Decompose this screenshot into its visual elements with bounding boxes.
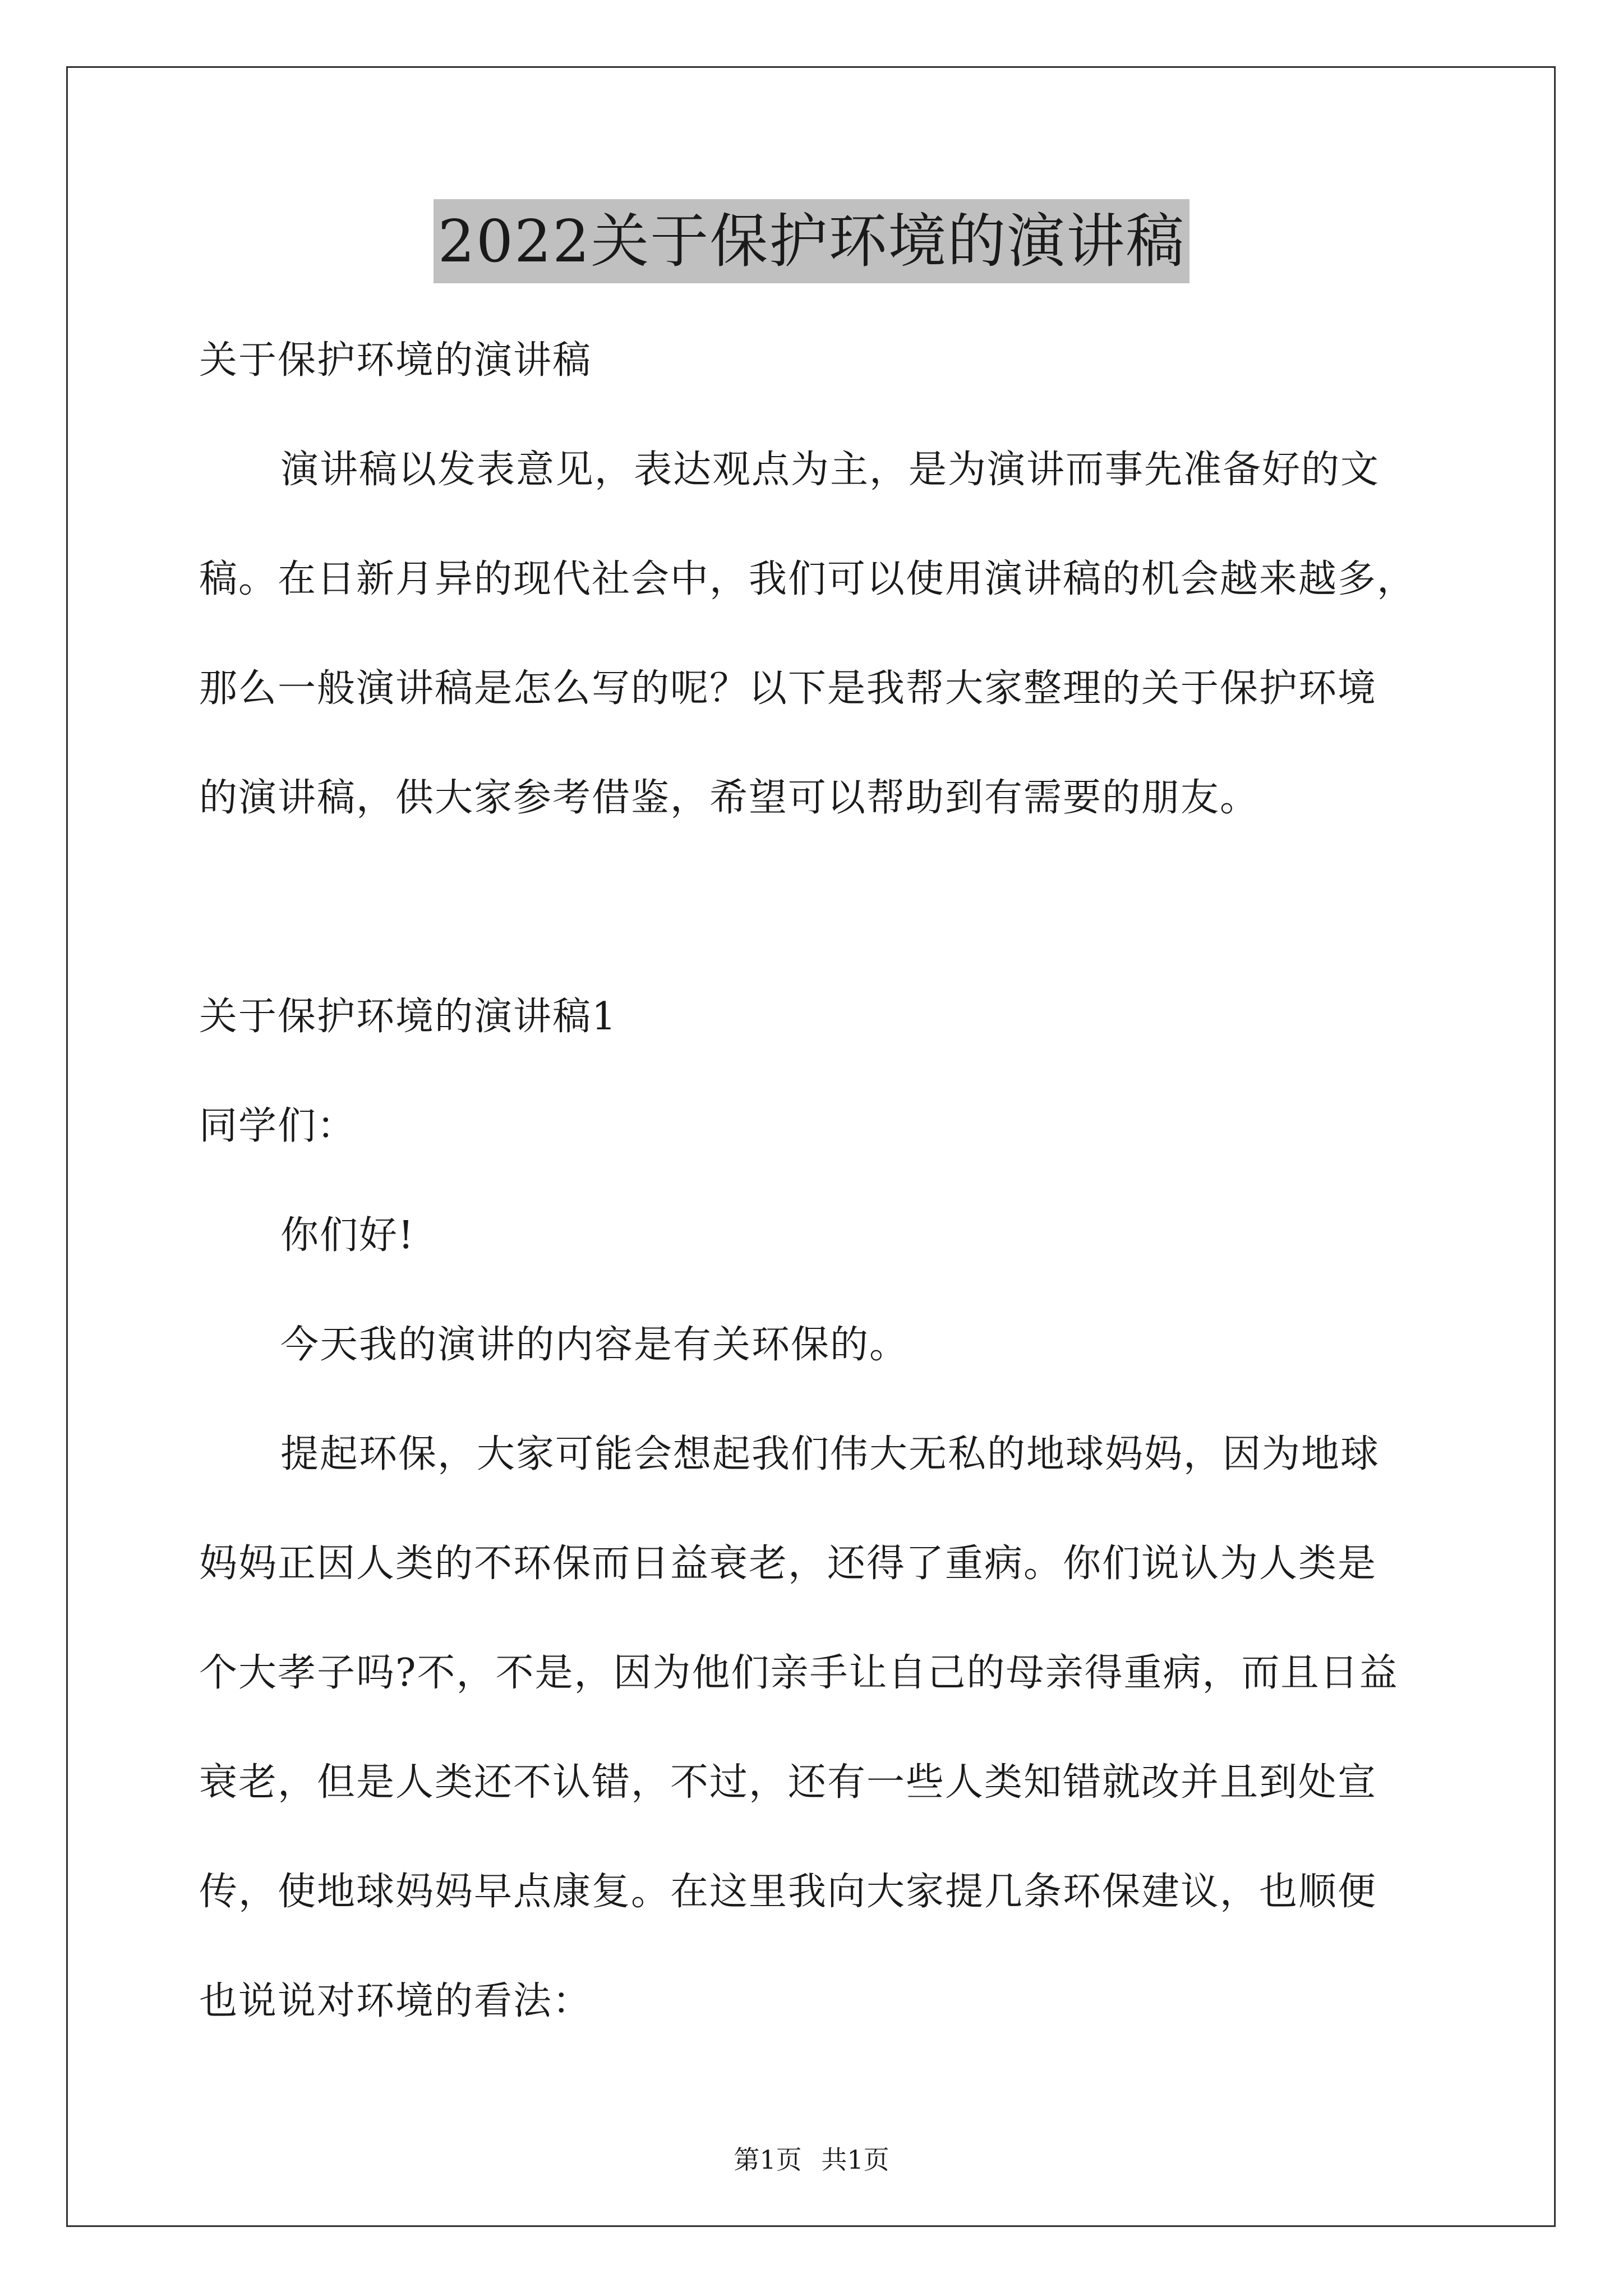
- page-number: 第1页: [734, 2145, 802, 2175]
- text-line: 衰老，但是人类还不认错，不过，还有一些人类知错就改并且到处宣: [199, 1760, 1377, 1805]
- text-line: 关于保护环境的演讲稿1: [199, 995, 617, 1039]
- text-line: 演讲稿以发表意见，表达观点为主，是为演讲而事先准备好的文: [280, 448, 1380, 492]
- text-line: 提起环保，大家可能会想起我们伟大无私的地球妈妈，因为地球: [280, 1432, 1380, 1476]
- text-line: 妈妈正因人类的不环保而日益衰老，还得了重病。你们说认为人类是: [199, 1542, 1377, 1586]
- document-title: 2022关于保护环境的演讲稿: [434, 199, 1190, 283]
- text-line: 同学们：: [199, 1104, 357, 1148]
- text-line: 传，使地球妈妈早点康复。在这里我向大家提几条环保建议，也顺便: [199, 1870, 1377, 1914]
- text-line: 稿。在日新月异的现代社会中，我们可以使用演讲稿的机会越来越多，: [199, 557, 1417, 601]
- blank-line: [199, 853, 1433, 962]
- document-body: [199, 306, 1433, 2056]
- text-line: 关于保护环境的演讲稿: [199, 338, 592, 383]
- text-line: 个大孝子吗?不，不是，因为他们亲手让自己的母亲得重病，而且日益: [199, 1651, 1399, 1695]
- page-footer: [0, 2143, 1623, 2177]
- text-line: 也说说对环境的看法：: [199, 1979, 592, 2023]
- page-total: 共1页: [821, 2145, 889, 2175]
- text-line: 今天我的演讲的内容是有关环保的。: [280, 1323, 909, 1367]
- text-line: 那么一般演讲稿是怎么写的呢？以下是我帮大家整理的关于保护环境: [199, 666, 1377, 711]
- title-container: [0, 199, 1623, 283]
- text-line: 的演讲稿，供大家参考借鉴，希望可以帮助到有需要的朋友。: [199, 776, 1260, 820]
- text-line: 你们好!: [280, 1213, 415, 1258]
